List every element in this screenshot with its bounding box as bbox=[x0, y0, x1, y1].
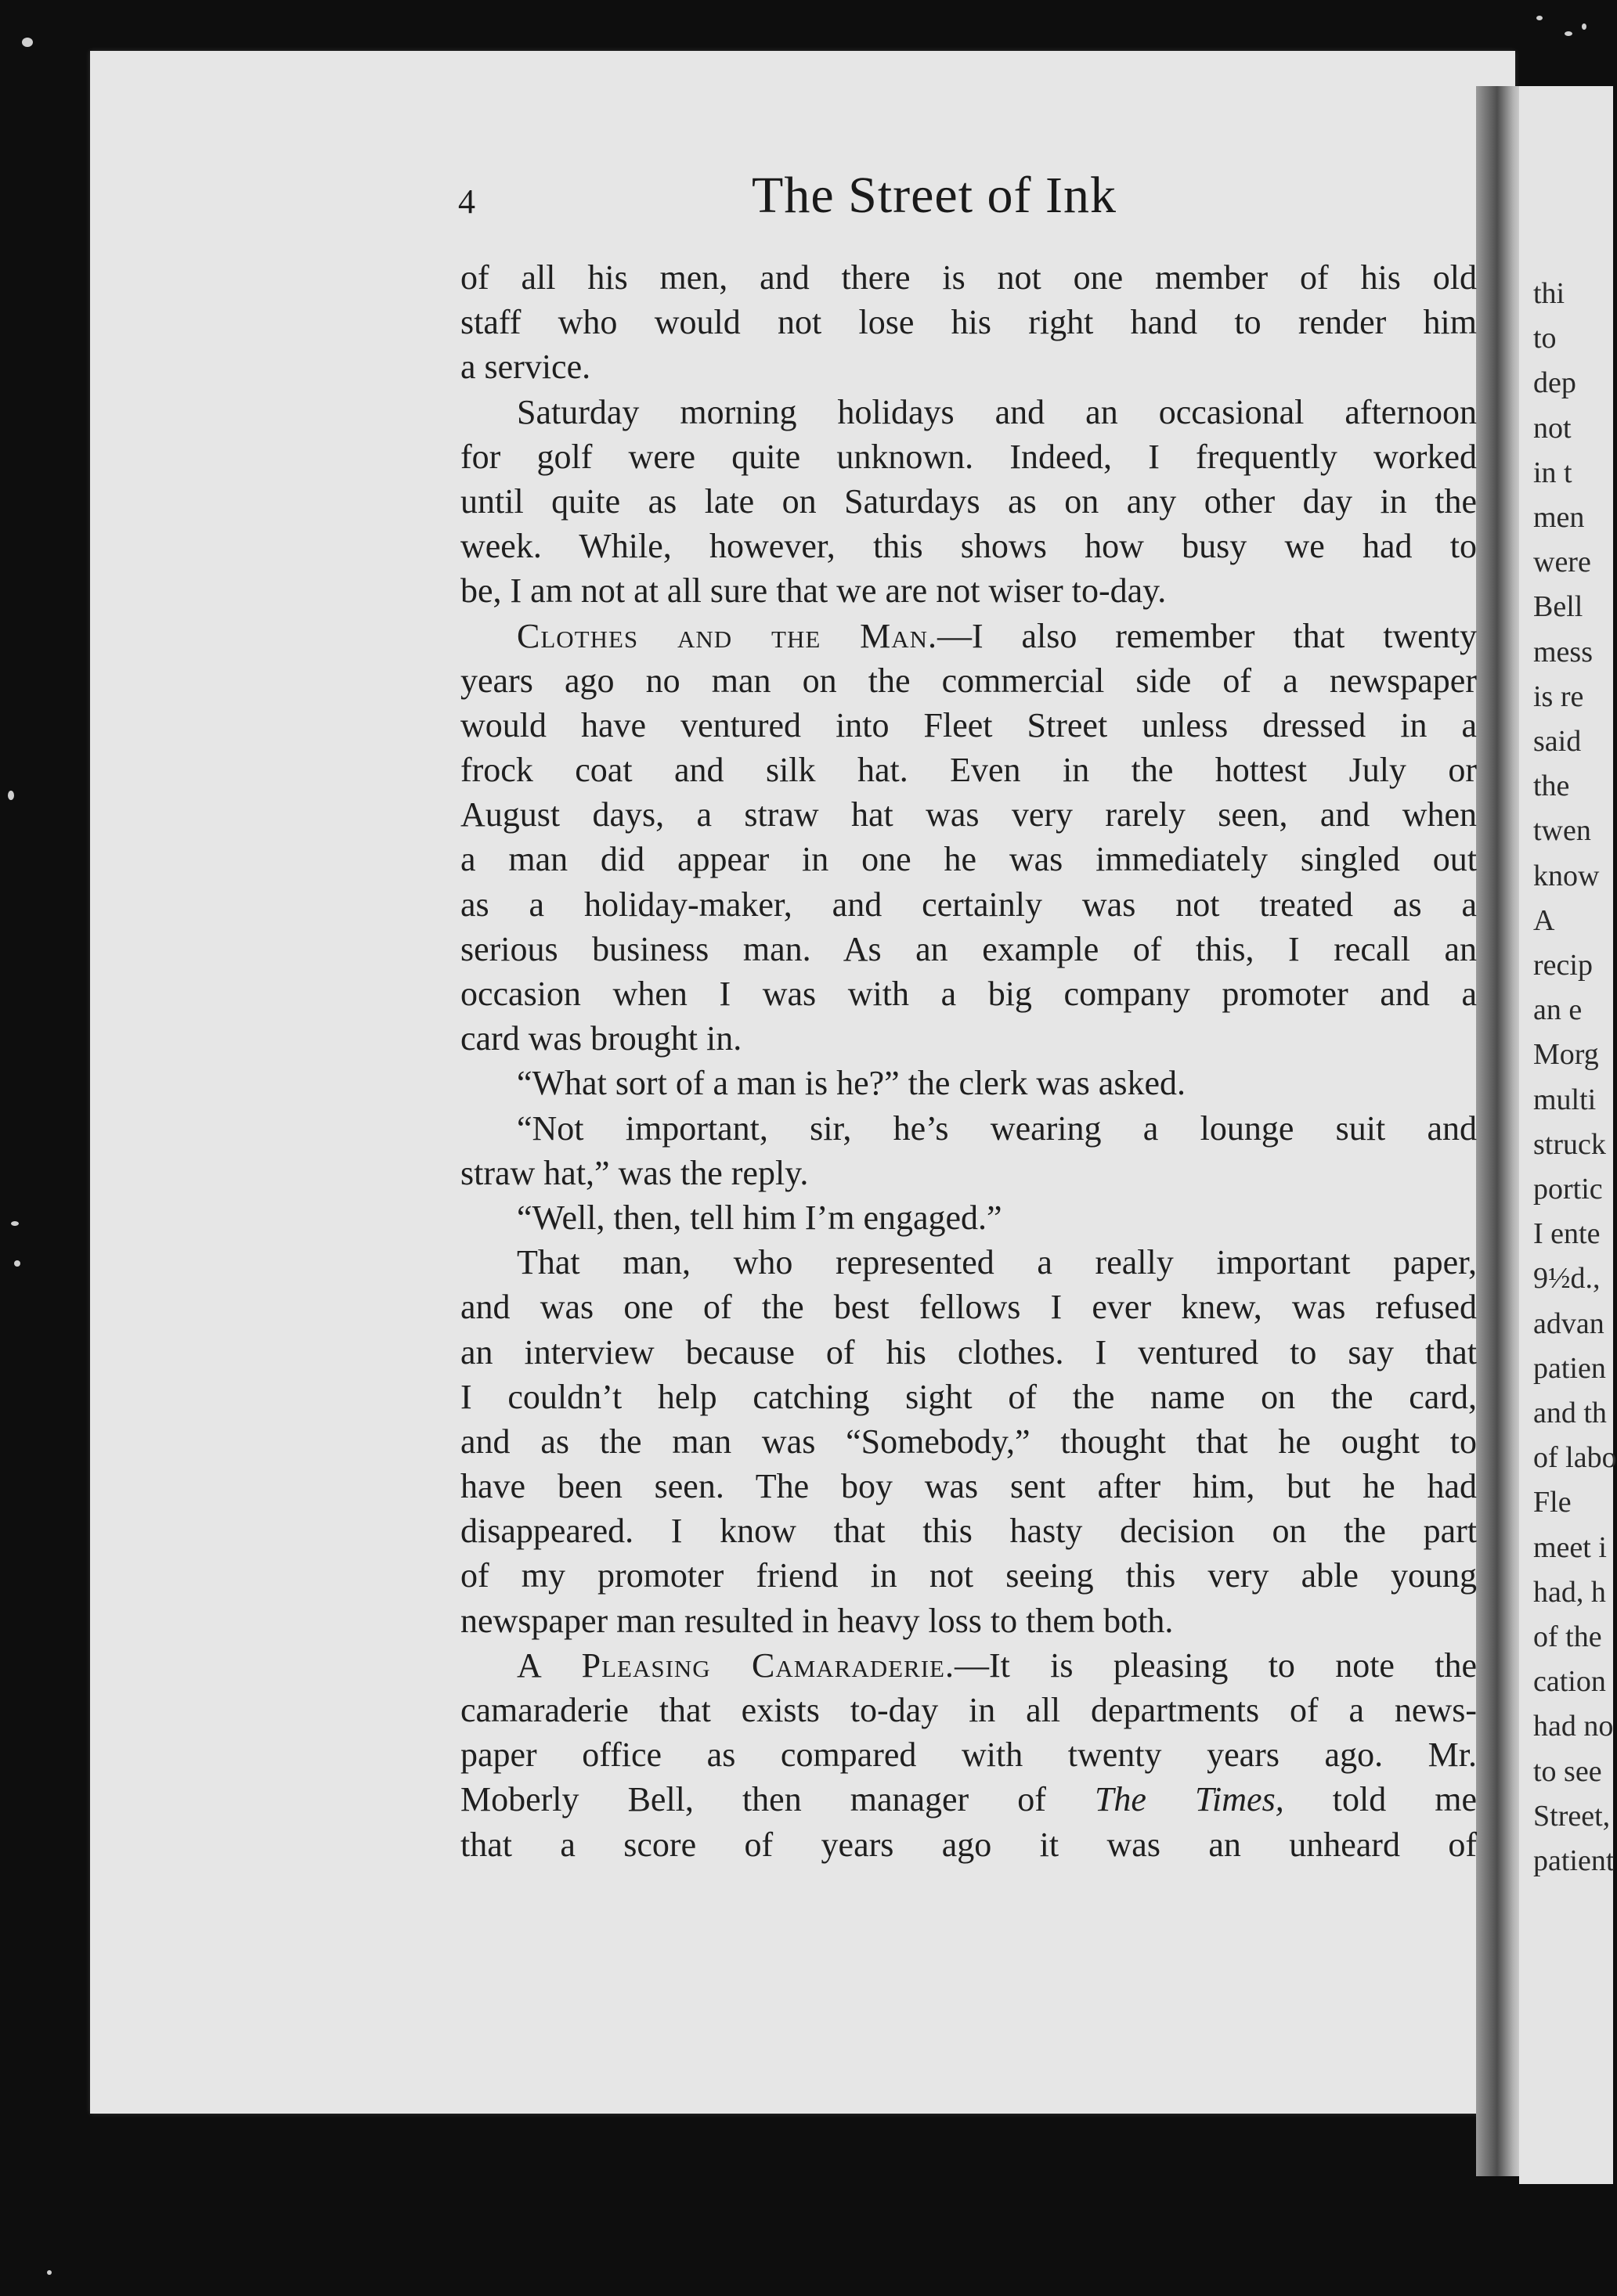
text-line: and as the man was “Somebody,” thought that he ought to bbox=[460, 1422, 1477, 1461]
text-line: have been seen. The boy was sent after him, but he had bbox=[460, 1467, 1477, 1506]
facing-page-fragment: recip bbox=[1533, 949, 1593, 982]
facing-page-fragment: dep bbox=[1533, 366, 1576, 400]
text-line: frock coat and silk hat. Even in the hottest July or bbox=[460, 751, 1477, 790]
text-line: until quite as late on Saturdays as on any other day in the bbox=[460, 481, 1477, 521]
facing-page-fragment: advan bbox=[1533, 1307, 1604, 1340]
running-head: The Street of Ink bbox=[752, 167, 1117, 224]
scan-speck bbox=[11, 1221, 19, 1226]
scan-speck bbox=[22, 38, 33, 47]
facing-page-fragment: to bbox=[1533, 322, 1557, 355]
facing-page-fragment: patien bbox=[1533, 1351, 1606, 1385]
text-line: would have ventured into Fleet Street unless dressed in a bbox=[460, 705, 1477, 744]
text-line: camaraderie that exists to-day in all departments of a news- bbox=[460, 1691, 1477, 1729]
facing-page-fragment: Bell bbox=[1533, 590, 1583, 624]
facing-page-fragment: is re bbox=[1533, 679, 1584, 713]
facing-page-fragment: Street, bbox=[1533, 1799, 1611, 1833]
text-line: card was brought in. bbox=[460, 1019, 742, 1058]
text-line: That man, who represented a really important paper, bbox=[517, 1243, 1477, 1282]
facing-page-fragment: portic bbox=[1533, 1173, 1603, 1206]
text-line: newspaper man resulted in heavy loss to them both. bbox=[460, 1601, 1174, 1640]
text-line: and was one of the best fellows I ever knew, was refused bbox=[460, 1288, 1477, 1327]
text-line: August days, a straw hat was very rarely seen, and when bbox=[460, 795, 1477, 834]
text-line: “Not important, sir, he’s wearing a lounge suit and bbox=[517, 1108, 1477, 1148]
facing-page-fragment: of labo bbox=[1533, 1441, 1617, 1475]
scan-speck bbox=[1565, 31, 1572, 36]
facing-page-fragment: men bbox=[1533, 501, 1585, 534]
scan-speck bbox=[14, 1260, 20, 1267]
facing-page-fragment: in t bbox=[1533, 456, 1572, 489]
newspaper-title: The Times, bbox=[1094, 1780, 1284, 1819]
text-line: a man did appear in one he was immediately singled out bbox=[460, 840, 1477, 879]
page-number: 4 bbox=[458, 182, 475, 221]
facing-page-fragment: multi bbox=[1533, 1083, 1597, 1116]
facing-page-fragment: A bbox=[1533, 903, 1555, 937]
text-line: straw hat,” was the reply. bbox=[460, 1153, 809, 1192]
text-run: told me bbox=[1332, 1780, 1477, 1819]
page-gutter-shadow bbox=[1476, 86, 1523, 2176]
text-line: “Well, then, tell him I’m engaged.” bbox=[517, 1198, 1002, 1237]
facing-page-fragment: twen bbox=[1533, 814, 1591, 848]
text-line: paper office as compared with twenty years ago. Mr. bbox=[460, 1736, 1477, 1775]
facing-page-fragment: the bbox=[1533, 770, 1570, 803]
facing-page-fragment: thi bbox=[1533, 277, 1565, 310]
facing-page-fragment: I ente bbox=[1533, 1217, 1601, 1251]
scan-speck bbox=[1582, 23, 1586, 30]
text-line: of all his men, and there is not one member of his old bbox=[460, 258, 1477, 297]
text-line: occasion when I was with a big company promoter and a bbox=[460, 975, 1477, 1013]
text-line: as a holiday-maker, and certainly was not treated as a bbox=[460, 885, 1477, 924]
facing-page-fragment: meet i bbox=[1533, 1530, 1607, 1564]
facing-page-fragment: to see bbox=[1533, 1754, 1602, 1788]
text-line: that a score of years ago it was an unheard of bbox=[460, 1825, 1477, 1864]
scan-speck bbox=[47, 2270, 52, 2275]
facing-page-fragment: had, h bbox=[1533, 1575, 1606, 1609]
facing-page-fragment: mess bbox=[1533, 635, 1593, 669]
text-line: staff who would not lose his right hand to render him bbox=[460, 303, 1477, 342]
facing-page-fragment: were bbox=[1533, 546, 1591, 579]
section-heading-line bbox=[460, 1643, 1477, 1688]
text-line: for golf were quite unknown. Indeed, I frequently worked bbox=[460, 437, 1477, 476]
facing-page-fragment: Fle bbox=[1533, 1486, 1572, 1519]
text-line: an interview because of his clothes. I ventured to say that bbox=[460, 1332, 1477, 1371]
text-line: serious business man. As an example of this, I recall an bbox=[460, 929, 1477, 968]
facing-page-fragment: cation bbox=[1533, 1665, 1606, 1699]
text-run: Moberly Bell, then manager of bbox=[460, 1780, 1046, 1819]
facing-page-edge bbox=[1519, 86, 1617, 2184]
facing-page-fragment: know bbox=[1533, 859, 1600, 892]
section-heading-line bbox=[460, 614, 1477, 658]
text-run: —I also remember that twenty bbox=[937, 616, 1477, 655]
section-heading: A Pleasing Camaraderie. bbox=[517, 1645, 955, 1685]
text-run: —It is pleasing to note the bbox=[955, 1645, 1477, 1685]
facing-page-fragment: of the bbox=[1533, 1620, 1602, 1653]
facing-page-fragment: said bbox=[1533, 725, 1582, 758]
section-heading: Clothes and the Man. bbox=[517, 616, 938, 655]
text-line-with-title bbox=[460, 1777, 1477, 1822]
scan-speck bbox=[1536, 16, 1543, 20]
facing-page-fragment: Morg bbox=[1533, 1038, 1599, 1072]
text-line: Saturday morning holidays and an occasional afternoon bbox=[517, 392, 1477, 431]
facing-page-fragment: and th bbox=[1533, 1397, 1607, 1429]
facing-page-fragment: struck bbox=[1533, 1127, 1606, 1161]
facing-page-fragment: not bbox=[1533, 411, 1572, 445]
facing-page-fragment: an e bbox=[1533, 993, 1583, 1027]
facing-page-fragment: 9½d., bbox=[1533, 1262, 1601, 1296]
text-line: week. While, however, this shows how busy we had to bbox=[460, 527, 1477, 566]
text-line: be, I am not at all sure that we are not wiser to-day. bbox=[460, 571, 1167, 611]
facing-page-fragment: patient bbox=[1533, 1844, 1615, 1877]
scan-speck bbox=[8, 791, 14, 800]
body-text bbox=[460, 255, 1477, 1867]
text-line: a service. bbox=[460, 348, 591, 387]
text-line: I couldn’t help catching sight of the name on the card, bbox=[460, 1377, 1477, 1416]
text-line: of my promoter friend in not seeing this very able young bbox=[460, 1556, 1477, 1595]
facing-page-fragment: had no bbox=[1533, 1710, 1614, 1743]
text-line: disappeared. I know that this hasty decision on the part bbox=[460, 1512, 1477, 1551]
text-line: “What sort of a man is he?” the clerk was asked. bbox=[517, 1064, 1186, 1103]
text-line: years ago no man on the commercial side of a newspaper bbox=[460, 661, 1477, 700]
